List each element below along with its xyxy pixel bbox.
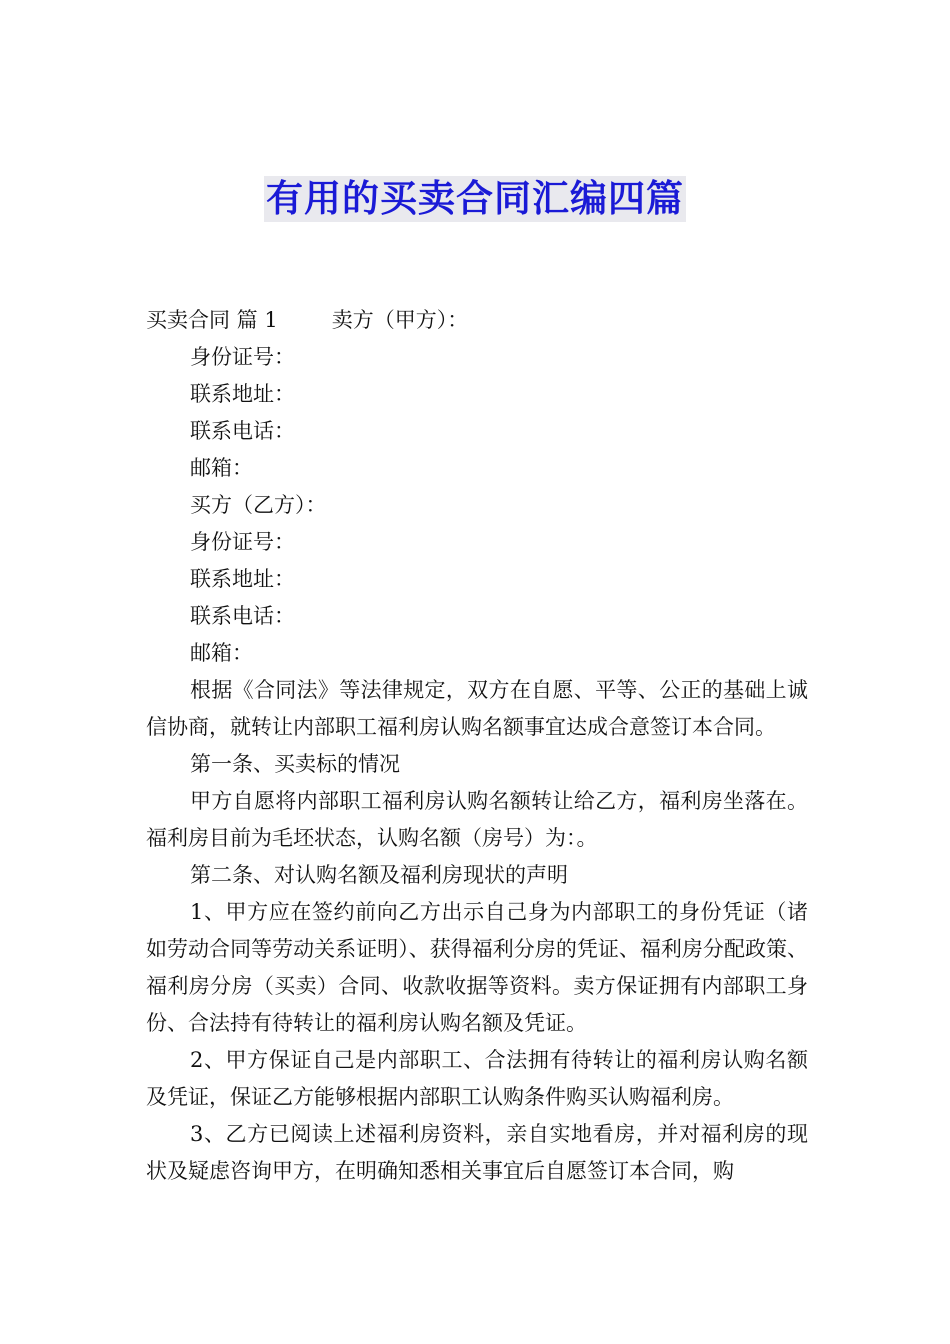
article-1-paragraph: 甲方自愿将内部职工福利房认购名额转让给乙方，福利房坐落在。福利房目前为毛坯状态，认购名额（房号）为：。 [146,789,808,850]
buyer-heading: 买方（乙方）： [190,493,327,517]
title-wrapper [0,176,950,222]
seller-id-field: 身份证号： [190,345,295,369]
buyer-email-field: 邮箱： [190,641,253,665]
preamble-paragraph: 根据《合同法》等法律规定，双方在自愿、平等、公正的基础上诚信协商，就转让内部职工福利房认购名额事宜达成合意签订本合同。 [146,678,808,739]
article-2-heading: 第二条、对认购名额及福利房现状的声明 [190,863,568,887]
seller-phone-field: 联系电话： [190,419,295,443]
article-2-clause-1: 1、甲方应在签约前向乙方出示自己身为内部职工的身份凭证（诸如劳动合同等劳动关系证明）、获得福利分房的凭证、福利房分配政策、福利房分房（买卖）合同、收款收据等资料。卖方保证拥有内部职工身份、合法持有待转让的福利房认购名额及凭证。 [146,900,808,1035]
article-2-clause-2: 2、甲方保证自己是内部职工、合法拥有待转让的福利房认购名额及凭证，保证乙方能够根据内部职工认购条件购买认购福利房。 [146,1048,808,1109]
document-title: 有用的买卖合同汇编四篇 [266,177,684,220]
buyer-id-field: 身份证号： [190,530,295,554]
buyer-phone-field: 联系电话： [190,604,295,628]
seller-email-field: 邮箱： [190,456,253,480]
seller-address-field: 联系地址： [190,382,295,406]
article-1-heading: 第一条、买卖标的情况 [190,752,400,776]
buyer-address-field: 联系地址： [190,567,295,591]
seller-heading: 卖方（甲方）： [331,308,469,332]
document-body [146,302,808,1190]
contract-number-heading: 买卖合同 篇 1 [146,308,278,332]
contract-heading-line [146,302,808,339]
article-2-clause-3: 3、乙方已阅读上述福利房资料，亲自实地看房，并对福利房的现状及疑虑咨询甲方，在明确知悉相关事宜后自愿签订本合同，购 [146,1122,808,1183]
